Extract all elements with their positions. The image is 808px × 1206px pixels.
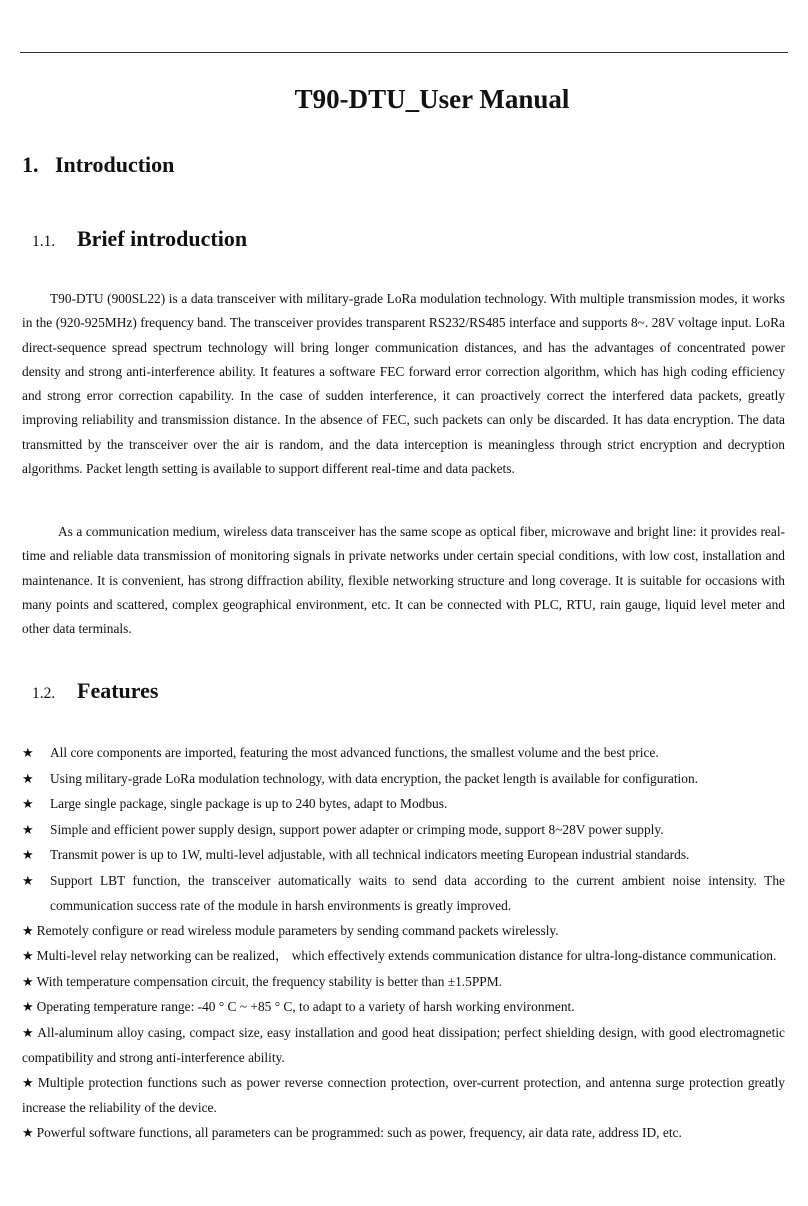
features-list	[22, 741, 785, 1146]
subsection-heading-features	[32, 678, 158, 704]
star-icon: ★	[22, 822, 34, 838]
feature-item: ★ Support LBT function, the transceiver automatically waits to send data according to the current ambient noise intensity. The communication success rate of the module in harsh environments is greatly improved.	[22, 869, 785, 919]
paragraph-2: As a communication medium, wireless data transceiver has the same scope as optical fiber, microwave and bright line: it provides real-time and reliable data transmission of monitoring signals in private networks under certain special conditions, with low cost, installation and maintenance. It is convenient, has strong diffraction ability, flexible networking structure and long coverage. It is suitable for occasions with many points and scattered, complex geographical environment, etc. It can be connected with PLC, RTU, rain gauge, liquid level meter and other data terminals.	[22, 524, 785, 637]
subsection-title: Brief introduction	[77, 226, 248, 251]
star-icon: ★	[22, 1075, 35, 1091]
star-icon: ★	[22, 873, 34, 889]
feature-item: ★ Remotely configure or read wireless module parameters by sending command packets wirelessly.	[22, 922, 559, 939]
subsection-number: 1.2.	[32, 685, 56, 702]
feature-item: ★ All-aluminum alloy casing, compact size, easy installation and good heat dissipation; perfect shielding design, with good electromagnetic compatibility and strong anti-interference ability.	[22, 1024, 785, 1065]
section-number: 1.	[22, 152, 39, 177]
subsection-title: Features	[77, 678, 159, 703]
section-title: Introduction	[55, 152, 175, 177]
feature-item: ★ Powerful software functions, all parameters can be programmed: such as power, frequency, air data rate, address ID, etc.	[22, 1124, 682, 1141]
subsection-number: 1.1.	[32, 233, 56, 250]
star-icon: ★	[22, 1025, 35, 1041]
feature-item: ★ Multiple protection functions such as power reverse connection protection, over-current protection, and antenna surge protection greatly increase the reliability of the device.	[22, 1074, 785, 1115]
feature-item: ★ All core components are imported, featuring the most advanced functions, the smallest volume and the best price.	[22, 741, 785, 767]
star-icon: ★	[22, 974, 34, 990]
star-icon: ★	[22, 949, 34, 964]
feature-item: ★ Transmit power is up to 1W, multi-level adjustable, with all technical indicators meeting European industrial standards.	[22, 843, 785, 869]
star-icon: ★	[22, 1125, 34, 1141]
header-rule	[20, 52, 788, 53]
star-icon: ★	[22, 923, 34, 939]
feature-item: ★ Multi-level relay networking can be realized， which effectively extends communication distance for ultra-long-distance communication.	[22, 948, 777, 964]
paragraph-1: T90-DTU (900SL22) is a data transceiver with military-grade LoRa modulation technology. With multiple transmission modes, it works in the (920-925MHz) frequency band. The transceiver provides transparent RS232/RS485 interface and supports 8~. 28V voltage input. LoRa direct-sequence spread spectrum technology will bring longer communication distances, and has the advantages of concentrated power density and strong anti-interference ability. It features a software FEC forward error correction algorithm, which has high coding efficiency and strong error correction capability. In the case of sudden interference, it can proactively correct the interfered data packets, greatly improving reliability and transmission distance. In the absence of FEC, such packets can only be discarded. It has data encryption. The data transmitted by the transceiver over the air is random, and the data interception is meaningless through strict encryption and decryption algorithms. Packet length setting is available to support different real-time and data packets.	[22, 291, 785, 477]
star-icon: ★	[22, 848, 34, 863]
subsection-heading-brief-introduction	[32, 226, 247, 252]
star-icon: ★	[22, 771, 34, 787]
feature-item: ★ Operating temperature range: -40 ° C ~ +85 ° C, to adapt to a variety of harsh working environment.	[22, 999, 575, 1015]
star-icon: ★	[22, 1000, 34, 1015]
star-icon: ★	[22, 746, 34, 761]
document-title: T90-DTU_User Manual	[294, 84, 570, 114]
feature-item: ★ Simple and efficient power supply design, support power adapter or crimping mode, support 8~28V power supply.	[22, 818, 785, 844]
feature-item: ★ With temperature compensation circuit, the frequency stability is better than ±1.5PPM.	[22, 973, 502, 990]
section-heading-introduction	[22, 152, 174, 178]
feature-item: ★ Large single package, single package is up to 240 bytes, adapt to Modbus.	[22, 792, 785, 818]
star-icon: ★	[22, 797, 34, 812]
feature-item: ★ Using military-grade LoRa modulation technology, with data encryption, the packet length is available for configuration.	[22, 767, 785, 793]
